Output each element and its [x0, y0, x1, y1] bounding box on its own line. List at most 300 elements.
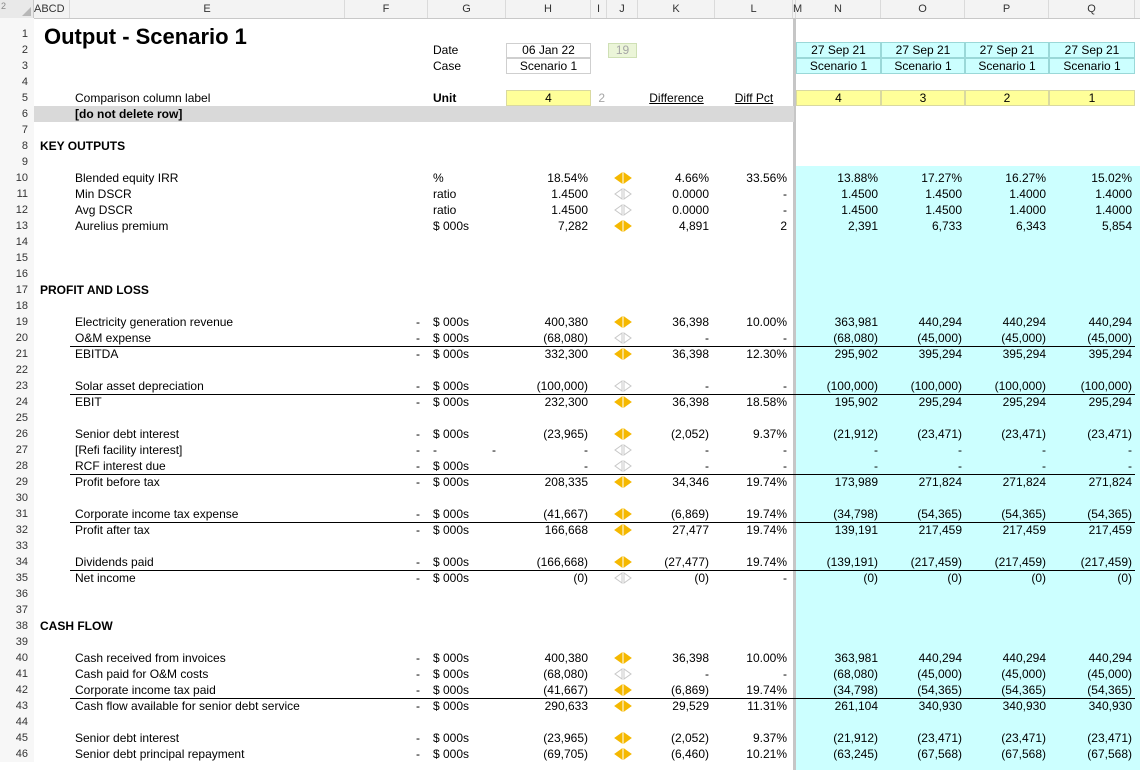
row-scenario-value: (45,000) [1087, 667, 1132, 681]
row-header[interactable]: 18 [0, 298, 34, 314]
row-scenario-value: 363,981 [834, 315, 878, 329]
row-scenario-value: (45,000) [1001, 331, 1046, 345]
row-label: Profit before tax [75, 475, 160, 489]
row-diff-pct: - [783, 331, 787, 345]
row-unit: % [433, 171, 444, 185]
compare-arrows-inactive-icon[interactable] [614, 444, 632, 456]
row-diff-pct: 19.74% [746, 507, 787, 521]
row-value-selected: 1.4500 [551, 203, 588, 217]
row-label: Cash paid for O&M costs [75, 667, 209, 681]
row-scenario-value: - [958, 459, 962, 473]
row-diff-pct: 19.74% [746, 523, 787, 537]
row-label: Aurelius premium [75, 219, 169, 233]
row-header[interactable]: 21 [0, 346, 34, 362]
row-scenario-value: 1.4000 [1009, 203, 1046, 217]
case-value[interactable]: Scenario 1 [519, 59, 578, 73]
row-scenario-value: (54,365) [1001, 683, 1046, 697]
row-scenario-value: (34,798) [833, 507, 878, 521]
row-scenario-value: 295,902 [834, 347, 878, 361]
compare-arrows-icon[interactable] [614, 428, 632, 440]
row-difference: - [705, 331, 709, 345]
row-unit: $ 000s [433, 427, 470, 441]
row-total-line [70, 394, 1135, 395]
row-header[interactable]: 25 [0, 410, 34, 426]
column-header-e[interactable]: E [70, 0, 345, 18]
row-scenario-value: (23,471) [1001, 731, 1046, 745]
row-header[interactable]: 33 [0, 538, 34, 554]
row-scenario-value: 139,191 [834, 523, 878, 537]
row-difference: (6,869) [670, 507, 709, 521]
row-label: EBITDA [75, 347, 119, 361]
column-header-k[interactable]: K [638, 0, 715, 18]
row-label: RCF interest due [75, 459, 166, 473]
row-header[interactable]: 30 [0, 490, 34, 506]
column-header-m[interactable]: M [793, 0, 796, 18]
row-scenario-value: 340,930 [1002, 699, 1046, 713]
row-diff-pct: 10.00% [746, 315, 787, 329]
row-scenario-value: - [874, 443, 878, 457]
row-value-selected: (100,000) [536, 379, 588, 393]
comparison-label: Comparison column label [75, 91, 211, 105]
row-header[interactable]: 4 [0, 74, 34, 90]
row-scenario-value: - [1042, 443, 1046, 457]
row-scenario-value: (100,000) [1080, 379, 1132, 393]
column-header-h[interactable]: H [506, 0, 591, 18]
refi-extra-dash: - [492, 443, 496, 457]
row-scenario-value: 440,294 [918, 315, 962, 329]
compare-arrows-icon[interactable] [614, 652, 632, 664]
row-label: O&M expense [75, 331, 152, 345]
row-header[interactable]: 36 [0, 586, 34, 602]
row-header[interactable]: 38 [0, 618, 34, 634]
row-scenario-value: (34,798) [833, 683, 878, 697]
scenario-name-3[interactable]: Scenario 1 [965, 58, 1049, 74]
row-scenario-value: 1.4000 [1095, 187, 1132, 201]
compare-arrows-icon[interactable] [614, 476, 632, 488]
row-header[interactable]: 13 [0, 218, 34, 234]
row-label: Corporate income tax expense [75, 507, 239, 521]
row-scenario-value: (139,191) [826, 555, 878, 569]
row-scenario-value: 261,104 [834, 699, 878, 713]
row-label: Net income [75, 571, 136, 585]
compare-arrows-inactive-icon[interactable] [614, 204, 632, 216]
row-scenario-value: 295,294 [1002, 395, 1046, 409]
row-header[interactable]: 42 [0, 682, 34, 698]
row-label: Corporate income tax paid [75, 683, 216, 697]
row-header[interactable]: 12 [0, 202, 34, 218]
row-total-line [70, 346, 1135, 347]
row-diff-pct: - [783, 203, 787, 217]
scenario-col-value-1[interactable]: 4 [835, 91, 842, 105]
row-scenario-value: 217,459 [918, 523, 962, 537]
row-value-selected: 208,335 [544, 475, 588, 489]
row-header[interactable]: 15 [0, 250, 34, 266]
row-header[interactable]: 23 [0, 378, 34, 394]
compare-arrows-inactive-icon[interactable] [614, 332, 632, 344]
row-difference: (2,052) [670, 427, 709, 441]
row-header[interactable]: 34 [0, 554, 34, 570]
row-scenario-value: (217,459) [994, 555, 1046, 569]
row-header[interactable]: 27 [0, 442, 34, 458]
row-diff-pct: 2 [780, 219, 787, 233]
row-unit: $ 000s [433, 395, 470, 409]
row-scenario-value: (217,459) [1080, 555, 1132, 569]
row-total-line [70, 522, 1135, 523]
row-difference: 36,398 [672, 651, 709, 665]
compare-arrows-inactive-icon[interactable] [614, 460, 632, 472]
row-difference: - [705, 667, 709, 681]
compare-arrows-icon[interactable] [614, 700, 632, 712]
section-cash-flow: CASH FLOW [40, 619, 113, 633]
row-value-selected: 290,633 [544, 699, 588, 713]
row-label: Solar asset depreciation [75, 379, 204, 393]
compare-arrows-inactive-icon[interactable] [614, 380, 632, 392]
row-diff-pct: - [783, 379, 787, 393]
row-difference: 36,398 [672, 315, 709, 329]
row-flag: - [416, 347, 420, 361]
row-header[interactable]: 14 [0, 234, 34, 250]
row-scenario-value: 5,854 [1101, 219, 1132, 233]
row-header[interactable]: 6 [0, 106, 34, 122]
row-value-selected: 1.4500 [551, 187, 588, 201]
row-header[interactable]: 19 [0, 314, 34, 330]
row-value-selected: (68,080) [543, 667, 588, 681]
unit-label: Unit [433, 91, 457, 105]
row-scenario-value: 17.27% [921, 171, 962, 185]
row-flag: - [416, 475, 420, 489]
row-scenario-value: (100,000) [994, 379, 1046, 393]
corner-number: 2 [1, 1, 7, 11]
column-header-bar [0, 0, 1140, 19]
row-scenario-value: (21,912) [833, 731, 878, 745]
row-flag: - [416, 651, 420, 665]
row-total-line [70, 698, 1135, 699]
row-difference: - [705, 379, 709, 393]
row-scenario-value: 440,294 [1088, 651, 1132, 665]
row-scenario-value: (23,471) [1087, 427, 1132, 441]
row-header[interactable]: 16 [0, 266, 34, 282]
row-scenario-value: 271,824 [1002, 475, 1046, 489]
row-header[interactable]: 11 [0, 186, 34, 202]
row-unit: $ 000s [433, 507, 470, 521]
compare-arrows-icon[interactable] [614, 220, 632, 232]
compare-arrows-icon[interactable] [614, 172, 632, 184]
row-scenario-value: (45,000) [1087, 331, 1132, 345]
row-scenario-value: (67,568) [1001, 747, 1046, 761]
row-value-selected: 7,282 [557, 219, 588, 233]
row-label: Cash received from invoices [75, 651, 226, 665]
column-header-abcd[interactable]: ABCD [34, 0, 70, 18]
row-difference: 27,477 [672, 523, 709, 537]
row-header[interactable]: 29 [0, 474, 34, 490]
row-scenario-value: 440,294 [1002, 651, 1046, 665]
row-scenario-value: (54,365) [917, 507, 962, 521]
row-diff-pct: 18.58% [746, 395, 787, 409]
scenario-col-value-4[interactable]: 1 [1088, 91, 1096, 105]
column-header-j[interactable]: J [607, 0, 638, 18]
row-scenario-value: (21,912) [833, 427, 878, 441]
row-header[interactable]: 37 [0, 602, 34, 618]
row-value-selected: - [584, 443, 588, 457]
row-scenario-value: (45,000) [1001, 667, 1046, 681]
select-all-triangle-icon [22, 7, 31, 16]
row-label: Avg DSCR [75, 203, 133, 217]
row-value-selected: 332,300 [544, 347, 588, 361]
row-scenario-value: (54,365) [1087, 683, 1132, 697]
row-scenario-value: (45,000) [917, 667, 962, 681]
row-diff-pct: 10.00% [746, 651, 787, 665]
row-value-selected: (69,705) [543, 747, 588, 761]
row-flag: - [416, 523, 420, 537]
row-scenario-value: - [1128, 443, 1132, 457]
row-label: Min DSCR [75, 187, 132, 201]
row-label: Profit after tax [75, 523, 150, 537]
row-scenario-value: (0) [947, 571, 962, 585]
row-scenario-value: (0) [1031, 571, 1046, 585]
row-value-selected: (41,667) [543, 683, 588, 697]
compare-arrows-inactive-icon[interactable] [614, 572, 632, 584]
row-diff-pct: 19.74% [746, 475, 787, 489]
row-scenario-value: (54,365) [1001, 507, 1046, 521]
row-value-selected: (0) [573, 571, 588, 585]
compare-arrows-inactive-icon[interactable] [614, 668, 632, 680]
row-scenario-value: (54,365) [917, 683, 962, 697]
row-header[interactable]: 46 [0, 746, 34, 762]
row-unit: $ 000s [433, 683, 470, 697]
row-total-line [70, 570, 1135, 571]
row-diff-pct: 19.74% [746, 555, 787, 569]
row-diff-pct: 12.30% [746, 347, 787, 361]
row-header[interactable]: 7 [0, 122, 34, 138]
column-header-p[interactable]: P [965, 0, 1049, 18]
row-header[interactable]: 35 [0, 570, 34, 586]
do-not-delete-label: [do not delete row] [75, 107, 183, 121]
row-header[interactable]: 3 [0, 58, 34, 74]
row-difference: 36,398 [672, 347, 709, 361]
column-header-i[interactable]: I [591, 0, 607, 18]
row-scenario-value: (67,568) [917, 747, 962, 761]
row-scenario-value: 271,824 [1088, 475, 1132, 489]
compare-arrows-icon[interactable] [614, 684, 632, 696]
row-header[interactable]: 44 [0, 714, 34, 730]
row-label: [Refi facility interest] [75, 443, 183, 457]
column-header-q[interactable]: Q [1049, 0, 1135, 18]
row-scenario-value: (23,471) [917, 731, 962, 745]
row-flag: - [416, 427, 420, 441]
row-difference: - [705, 443, 709, 457]
row-header[interactable]: 10 [0, 170, 34, 186]
compare-arrows-icon[interactable] [614, 396, 632, 408]
row-flag: - [416, 683, 420, 697]
row-header[interactable]: 31 [0, 506, 34, 522]
row-unit: $ 000s [433, 315, 470, 329]
compare-arrows-icon[interactable] [614, 732, 632, 744]
row-difference: (27,477) [664, 555, 709, 569]
row-header[interactable]: 8 [0, 138, 34, 154]
row-value-selected: 400,380 [544, 651, 588, 665]
column-header-n[interactable]: N [796, 0, 881, 18]
row-scenario-value: 395,294 [1002, 347, 1046, 361]
row-scenario-value: 1.4500 [841, 187, 878, 201]
row-header[interactable]: 40 [0, 650, 34, 666]
row-unit: $ 000s [433, 731, 470, 745]
row-scenario-value: 340,930 [918, 699, 962, 713]
row-scenario-value: (217,459) [910, 555, 962, 569]
row-difference: (2,052) [670, 731, 709, 745]
row-diff-pct: 33.56% [746, 171, 787, 185]
row-header[interactable]: 26 [0, 426, 34, 442]
row-unit: ratio [433, 187, 457, 201]
row-scenario-value: 173,989 [834, 475, 878, 489]
row-diff-pct: 9.37% [752, 427, 787, 441]
row-unit: $ 000s [433, 571, 470, 585]
row-unit: $ 000s [433, 331, 470, 345]
row-scenario-value: (0) [1117, 571, 1132, 585]
scenario-date-3[interactable]: 27 Sep 21 [965, 42, 1049, 58]
row-unit: $ 000s [433, 379, 470, 393]
row-flag: - [416, 395, 420, 409]
row-scenario-value: (68,080) [833, 667, 878, 681]
column-header-l[interactable]: L [715, 0, 793, 18]
compare-arrows-icon[interactable] [614, 508, 632, 520]
row-header[interactable]: 22 [0, 362, 34, 378]
j-value: 2 [598, 91, 605, 105]
compare-arrows-icon[interactable] [614, 556, 632, 568]
row-scenario-value: 363,981 [834, 651, 878, 665]
row-header[interactable]: 2 [0, 42, 34, 58]
date-value[interactable]: 06 Jan 22 [522, 43, 575, 57]
row-scenario-value: (23,471) [917, 427, 962, 441]
row-scenario-value: (0) [863, 571, 878, 585]
row-diff-pct: - [783, 571, 787, 585]
row-difference: (6,869) [670, 683, 709, 697]
row-header[interactable]: 5 [0, 90, 34, 106]
row-header[interactable]: 41 [0, 666, 34, 682]
row-label: Senior debt interest [75, 427, 180, 441]
row-difference: 34,346 [672, 475, 709, 489]
row-difference: 0.0000 [672, 203, 709, 217]
row-unit: $ 000s [433, 555, 470, 569]
row-difference: 0.0000 [672, 187, 709, 201]
row-scenario-value: 13.88% [837, 171, 878, 185]
row-header[interactable]: 9 [0, 154, 34, 170]
compare-arrows-icon[interactable] [614, 316, 632, 328]
row-flag: - [416, 315, 420, 329]
row-scenario-value: 395,294 [1088, 347, 1132, 361]
row-header[interactable]: 43 [0, 698, 34, 714]
unit-value[interactable]: 4 [545, 91, 552, 105]
row-unit: ratio [433, 203, 457, 217]
row-label: EBIT [75, 395, 102, 409]
row-flag: - [416, 507, 420, 521]
scenario-name-2[interactable]: Scenario 1 [881, 58, 965, 74]
row-scenario-value: 295,294 [918, 395, 962, 409]
scenario-col-value-3[interactable]: 2 [1003, 91, 1011, 105]
row-scenario-value: 440,294 [1088, 315, 1132, 329]
scenario-col-value-2[interactable]: 3 [919, 91, 927, 105]
row-value-selected: 400,380 [544, 315, 588, 329]
row-unit: $ 000s [433, 651, 470, 665]
row-label: Dividends paid [75, 555, 154, 569]
row-scenario-value: - [1128, 459, 1132, 473]
row-difference: 29,529 [672, 699, 709, 713]
row-diff-pct: - [783, 667, 787, 681]
row-scenario-value: 15.02% [1091, 171, 1132, 185]
row-flag: - [416, 331, 420, 345]
row-scenario-value: 440,294 [918, 651, 962, 665]
row-flag: - [416, 571, 420, 585]
column-header-g[interactable]: G [428, 0, 506, 18]
row-unit: $ 000s [433, 459, 470, 473]
row-diff-pct: - [783, 443, 787, 457]
row-flag: - [416, 443, 420, 457]
row-difference: (0) [694, 571, 709, 585]
row-flag: - [416, 667, 420, 681]
column-header-o[interactable]: O [881, 0, 965, 18]
row-difference: 4.66% [674, 171, 709, 185]
row-scenario-value: - [958, 443, 962, 457]
row-difference: (6,460) [670, 747, 709, 761]
row-header[interactable]: 45 [0, 730, 34, 746]
date-label: Date [433, 43, 459, 57]
select-all-corner[interactable] [0, 0, 34, 18]
scenario-name-1[interactable]: Scenario 1 [796, 58, 881, 74]
row-flag: - [416, 747, 420, 761]
row-value-selected: (68,080) [543, 331, 588, 345]
scenario-date-4[interactable]: 27 Sep 21 [1049, 42, 1135, 58]
row-value-selected: (23,965) [543, 731, 588, 745]
row-header[interactable]: 24 [0, 394, 34, 410]
section-key-outputs: KEY OUTPUTS [40, 139, 126, 153]
row-unit: $ 000s [433, 475, 470, 489]
green-indicator-value: 19 [615, 43, 630, 57]
row-value-selected: (41,667) [543, 507, 588, 521]
row-difference: 4,891 [678, 219, 709, 233]
row-diff-pct: 9.37% [752, 731, 787, 745]
case-label: Case [433, 59, 462, 73]
row-header[interactable]: 1 [0, 18, 34, 42]
row-header[interactable]: 32 [0, 522, 34, 538]
compare-arrows-icon[interactable] [614, 348, 632, 360]
row-flag: - [416, 699, 420, 713]
row-diff-pct: 19.74% [746, 683, 787, 697]
section-profit-loss: PROFIT AND LOSS [40, 283, 149, 297]
row-unit: - [433, 443, 437, 457]
scenario-name-4[interactable]: Scenario 1 [1049, 58, 1135, 74]
row-scenario-value: 1.4500 [841, 203, 878, 217]
row-label: Electricity generation revenue [75, 315, 234, 329]
scenario-date-1[interactable]: 27 Sep 21 [796, 42, 881, 58]
row-header[interactable]: 39 [0, 634, 34, 650]
compare-arrows-icon[interactable] [614, 524, 632, 536]
row-header[interactable]: 28 [0, 458, 34, 474]
row-scenario-value: 1.4000 [1095, 203, 1132, 217]
row-header[interactable]: 20 [0, 330, 34, 346]
scenario-date-2[interactable]: 27 Sep 21 [881, 42, 965, 58]
row-unit: $ 000s [433, 219, 470, 233]
column-header-f[interactable]: F [345, 0, 428, 18]
compare-arrows-icon[interactable] [614, 748, 632, 760]
row-scenario-value: 1.4500 [925, 203, 962, 217]
row-value-selected: 166,668 [544, 523, 588, 537]
row-scenario-value: 16.27% [1005, 171, 1046, 185]
row-scenario-value: 271,824 [918, 475, 962, 489]
row-unit: $ 000s [433, 667, 470, 681]
page-title: Output - Scenario 1 [44, 24, 247, 49]
row-scenario-value: 217,459 [1088, 523, 1132, 537]
row-header[interactable]: 17 [0, 282, 34, 298]
compare-arrows-inactive-icon[interactable] [614, 188, 632, 200]
